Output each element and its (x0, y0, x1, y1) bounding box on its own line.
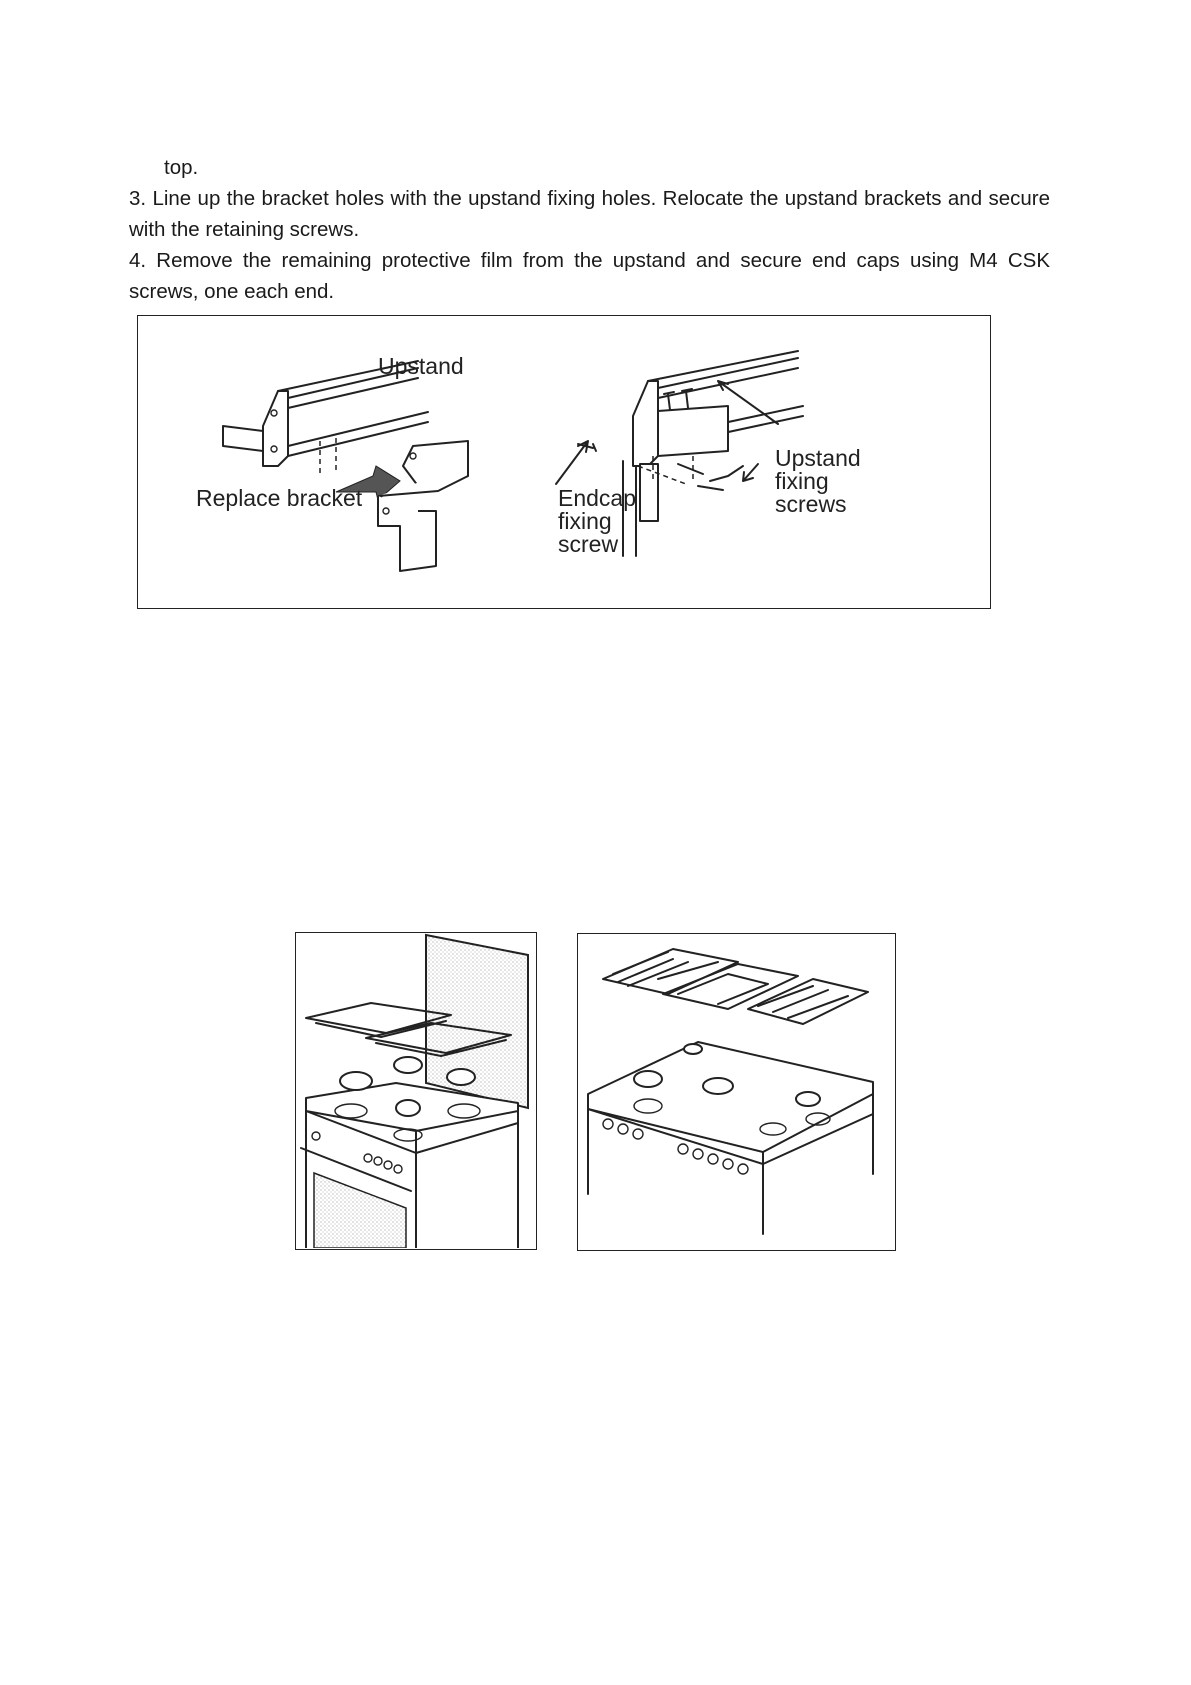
screws-arrow-2 (743, 464, 758, 481)
upstand-rail-right (578, 351, 803, 556)
cooker-figure (295, 932, 537, 1250)
endcap-label-2: fixing (558, 508, 612, 534)
endcap-label-3: screw (558, 531, 619, 557)
upstand-label: Upstand (378, 353, 464, 379)
screws-label-2: fixing (775, 468, 829, 494)
continuation-text: top. (164, 156, 199, 179)
endcap-label-1: Endcap (558, 485, 637, 511)
step-3-text: 3. Line up the bracket holes with the upstand fixing holes. Relocate the upstand brackets and secure with the retaining screws. (129, 187, 1050, 241)
bracket-figure (137, 315, 991, 609)
screws-label-3: screws (775, 491, 847, 517)
cooker-illustration (296, 933, 535, 1248)
replacement-bracket (378, 441, 468, 571)
range-cooker-figure (577, 933, 896, 1251)
range-cooker-illustration (578, 934, 894, 1249)
bracket-illustration (138, 316, 989, 607)
screws-label-1: Upstand (775, 445, 861, 471)
endcap-arrow (556, 441, 588, 484)
step-4-text: 4. Remove the remaining protective film from the upstand and secure end caps using M4 CSK screws, one each end. (129, 249, 1050, 303)
replace-bracket-label: Replace bracket (196, 485, 363, 511)
